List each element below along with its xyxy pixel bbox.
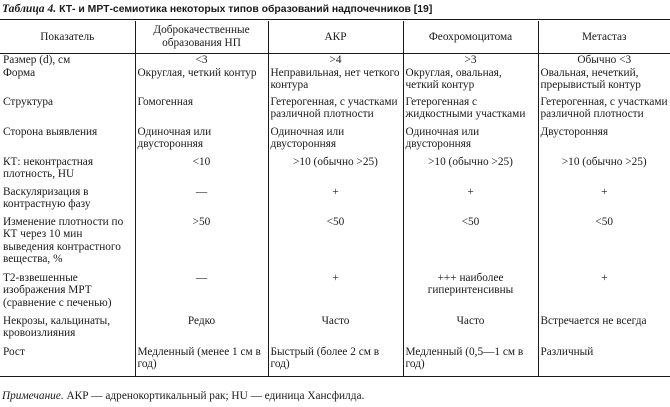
cell-benign: — (135, 272, 268, 315)
table-note (2, 390, 364, 403)
table-row (0, 96, 670, 126)
row-label: Изменение плотности по КТ через 10 мин выведения контрастного вещества, % (3, 215, 124, 266)
cell-pheo: +++ наиболее гиперинтенсивны (403, 272, 538, 315)
cell-metastasis: <50 (538, 216, 670, 272)
note-text: АКР — адренокортикальный рак; HU — единица Хансфилда. (66, 390, 365, 402)
cell-benign: Редко (135, 315, 268, 346)
cell-acc: Неправильная, нет четкого контура (268, 67, 403, 96)
cell-acc: >10 (обычно >25) (268, 156, 403, 186)
cell-pheo: <50 (403, 216, 538, 272)
cell-acc: Одиночная или двусторонняя (268, 126, 403, 156)
row-label: Рост (3, 345, 25, 358)
table-row (0, 315, 670, 346)
cell-pheo: Гетерогенная с жидкостными участками (403, 96, 538, 126)
row-label: Форма (3, 66, 36, 79)
row-label: Васкуляризация в контрастную фазу (3, 185, 91, 211)
cell-acc: Быстрый (более 2 см в год) (268, 346, 403, 377)
cell-benign: Одиночная или двусторонняя (135, 126, 268, 156)
table-number: Таблица 4. (2, 2, 57, 15)
cell-pheo: Часто (403, 315, 538, 346)
cell-acc: + (268, 186, 403, 216)
cell-metastasis: Гетерогенная, с участками различной плотности (538, 96, 670, 126)
col-header-benign: Доброкачественные образования НП (135, 21, 268, 54)
cell-metastasis: >10 (обычно >25) (538, 156, 670, 186)
table-row (0, 67, 670, 96)
cell-acc: Гетерогенная, с участками различной плотности (268, 96, 403, 126)
table-row (0, 272, 670, 315)
cell-pheo: >3 (403, 54, 538, 67)
table-row (0, 186, 670, 216)
table-row (0, 156, 670, 186)
cell-metastasis: Различный (538, 346, 670, 377)
table-row (0, 54, 670, 67)
table-title (2, 2, 432, 17)
cell-pheo: + (403, 186, 538, 216)
col-header-acc: АКР (268, 21, 403, 54)
table-row (0, 216, 670, 272)
cell-benign: — (135, 186, 268, 216)
cell-benign: >50 (135, 216, 268, 272)
cell-metastasis: Встречается не всегда (538, 315, 670, 346)
cell-benign: <3 (135, 54, 268, 67)
cell-metastasis: + (538, 186, 670, 216)
cell-benign: Округлая, четкий контур (135, 67, 268, 96)
cell-acc: >4 (268, 54, 403, 67)
table-row (0, 346, 670, 377)
table-row (0, 126, 670, 156)
cell-pheo: Округлая, овальная, четкий контур (403, 67, 538, 96)
row-label: Сторона выявления (3, 125, 98, 138)
cell-metastasis: Двусторонняя (538, 126, 670, 156)
note-label: Примечание. (2, 390, 64, 402)
row-label: Некрозы, кальцинаты, кровоизлияния (3, 314, 111, 340)
cell-pheo: >10 (обычно >25) (403, 156, 538, 186)
cell-metastasis: Обычно <3 (538, 54, 670, 67)
cell-metastasis: Овальная, нечеткий, прерывистый контур (538, 67, 670, 96)
cell-acc: + (268, 272, 403, 315)
row-label: КТ: неконтрастная плотность, HU (3, 155, 94, 181)
row-label: Структура (3, 95, 54, 108)
cell-benign: Гомогенная (135, 96, 268, 126)
cell-benign: <10 (135, 156, 268, 186)
col-header-metastasis: Метастаз (538, 21, 670, 54)
cell-acc: <50 (268, 216, 403, 272)
col-header-indicator: Показатель (0, 21, 135, 54)
header-row (0, 21, 670, 54)
cell-pheo: Медленный (0,5—1 см в год) (403, 346, 538, 377)
semiotics-table (0, 21, 670, 377)
table-caption: КТ- и МРТ-семиотика некоторых типов образований надпочечников [19] (59, 4, 433, 15)
row-label: Размер (d), см (3, 54, 71, 66)
cell-acc: Часто (268, 315, 403, 346)
top-rule (0, 19, 670, 20)
cell-pheo: Одиночная или двусторонняя (403, 126, 538, 156)
col-header-pheo: Феохромоцитома (403, 21, 538, 54)
cell-benign: Медленный (менее 1 см в год) (135, 346, 268, 377)
row-label: Т2-взвешенные изображения МРТ (сравнение с печенью) (3, 271, 112, 309)
cell-metastasis: + (538, 272, 670, 315)
